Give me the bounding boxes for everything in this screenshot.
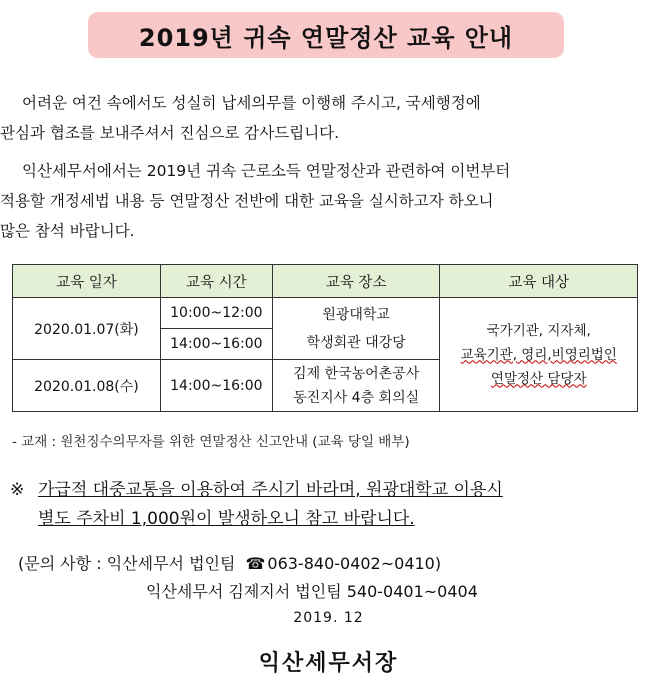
header-target: 교육 대상 — [440, 265, 638, 298]
row2-time: 14:00~16:00 — [160, 360, 272, 412]
contact-phone: 063-840-0402~0410) — [267, 554, 442, 573]
page-title: 2019년 귀속 연말정산 교육 안내 — [88, 12, 564, 58]
notice-line2: 별도 주차비 1,000원이 발생하오니 참고 바랍니다. — [38, 509, 415, 529]
header-date: 교육 일자 — [13, 265, 161, 298]
row2-place-line1: 김제 한국농어촌공사 — [293, 365, 420, 382]
row2-place — [272, 360, 440, 412]
intro-line: 많은 참석 바랍니다. — [0, 222, 135, 240]
row2-date: 2020.01.08(수) — [13, 360, 161, 412]
issue-date: 2019. 12 — [293, 610, 364, 626]
reference-mark: ※ — [10, 480, 25, 500]
intro-paragraph-1 — [0, 88, 657, 148]
phone-icon: ☎ — [245, 554, 266, 573]
row2-place-line2: 동진지사 4층 회의실 — [293, 389, 420, 406]
row1-place — [272, 298, 440, 360]
row1-place-line1: 원광대학교 — [322, 306, 390, 323]
intro-line: 익산세무서에서는 2019년 귀속 근로소득 연말정산과 관련하여 이번부터 — [22, 162, 511, 180]
education-schedule-table — [12, 264, 638, 412]
row1-date: 2020.01.07(화) — [13, 298, 161, 360]
contact-info — [18, 550, 478, 601]
intro-line: 관심과 협조를 보내주셔서 진심으로 감사드립니다. — [0, 124, 340, 142]
intro-paragraph-2 — [0, 156, 657, 246]
target-line1: 국가기관, 지자체, — [486, 322, 591, 339]
header-time: 교육 시간 — [160, 265, 272, 298]
notice-line1: 가급적 대중교통을 이용하여 주시기 바라며, 원광대학교 이용시 — [38, 480, 503, 500]
issuer-name: 익산세무서장 — [258, 651, 399, 676]
row1-time-a: 10:00~12:00 — [160, 298, 272, 329]
header-place: 교육 장소 — [272, 265, 440, 298]
target-line2: 교육기관, 영리,비영리법인 — [460, 346, 617, 363]
contact-prefix: (문의 사항 : 익산세무서 법인팀 — [18, 554, 236, 573]
target-line3: 연말정산 담당자 — [490, 370, 587, 387]
row1-place-line2: 학생회관 대강당 — [306, 334, 406, 351]
intro-line: 어려운 여건 속에서도 성실히 납세의무를 이행해 주시고, 국세행정에 — [22, 94, 481, 112]
contact-line2: 익산세무서 김제지서 법인팀 540-0401~0404 — [146, 582, 478, 601]
target-cell — [440, 298, 638, 412]
intro-line: 적용할 개정세법 내용 등 연말정산 전반에 대한 교육을 실시하고자 하오니 — [0, 192, 494, 210]
row1-time-b: 14:00~16:00 — [160, 329, 272, 360]
textbook-note: - 교재 : 원천징수의무자를 위한 연말정산 신고안내 (교육 당일 배부) — [12, 434, 410, 450]
